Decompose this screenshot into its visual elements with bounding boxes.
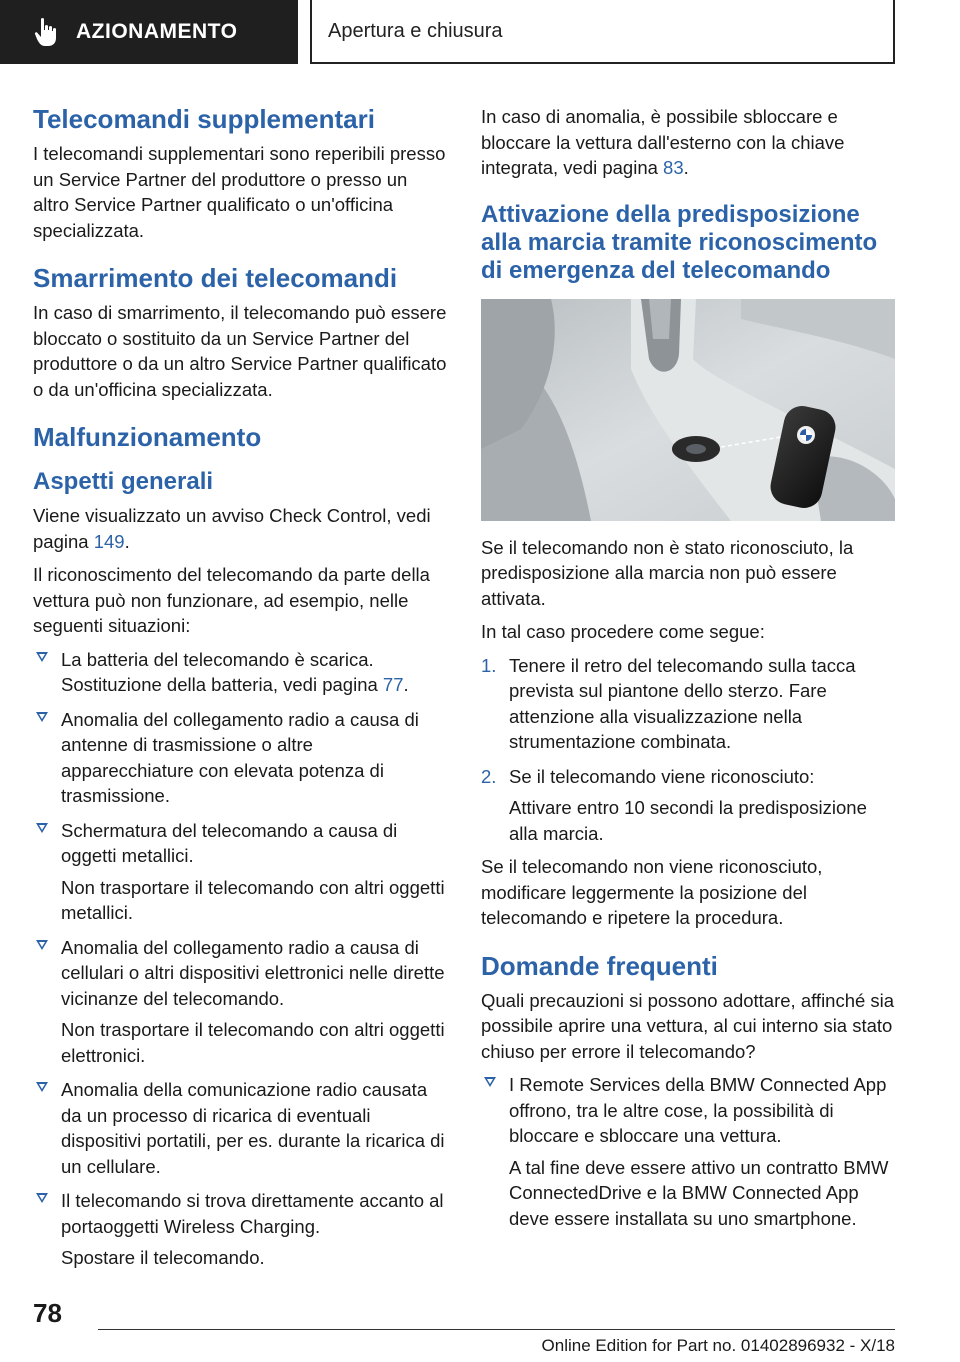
list-item-text: Il telecomando si trova direttamente accanto al portaoggetti Wireless Charging. <box>61 1190 444 1237</box>
list-item <box>33 1188 447 1271</box>
list-item <box>33 647 447 698</box>
chapter-box <box>310 0 895 64</box>
para-riconoscimento: Il riconoscimento del telecomando da parte della vettura può non funzionare, ad esempio, nelle seguenti situazioni: <box>33 564 430 636</box>
steering-column-key-photo <box>481 299 895 521</box>
step-number: 1. <box>481 654 497 676</box>
heading-aspetti-generali: Aspetti generali <box>33 468 214 495</box>
list-item-note: A tal fine deve essere attivo un contratto BMW ConnectedDrive e la BMW Connected App deve essere installata su uno smartphone. <box>509 1156 889 1229</box>
page-link-77[interactable]: 77 <box>382 674 404 695</box>
list-item-text <box>61 647 447 698</box>
triangle-bullet-icon <box>36 940 48 950</box>
section-tab <box>0 0 298 64</box>
para-anomalia-end: . <box>683 157 689 178</box>
list-item-text: Anomalia del collegamento radio a causa di antenne di trasmissione o altre apparecchiature con elevata potenza di trasmissione. <box>61 708 419 806</box>
triangle-bullet-icon <box>36 1193 48 1203</box>
heading-domande-frequenti: Domande frequenti <box>481 950 718 981</box>
list-item <box>33 818 447 926</box>
para-supplementari: I telecomandi supplementari sono reperibili presso un Service Partner del produttore o presso un altro Service Partner qualificato o un'officina specializzata. <box>33 143 446 241</box>
list-item-text: Se il telecomando viene riconosciuto: <box>509 765 815 787</box>
right-column <box>481 104 895 1231</box>
list-item <box>481 653 895 755</box>
para-check-control-text: Viene visualizzato un avviso Check Control, vedi pagina <box>33 505 431 552</box>
list-item-text-end: . <box>403 674 409 695</box>
list-item-text: Anomalia del collegamento radio a causa di cellulari o altri dispositivi elettronici nelle dirette vicinanze del telecomando. <box>61 936 445 1009</box>
section-label: AZIONAMENTO <box>76 20 238 43</box>
para-smarrimento: In caso di smarrimento, il telecomando può essere bloccato o sostituito da un Service Partner del produttore o da un altro Service Partner qualificato o da un'officina specializzata. <box>33 302 447 400</box>
list-item <box>33 1077 447 1179</box>
footer-edition: Online Edition for Part no. 01402896932 - X/18 <box>541 1336 895 1355</box>
list-item-note: Non trasportare il telecomando con altri oggetti metallici. <box>61 876 445 923</box>
list-item-note: Spostare il telecomando. <box>61 1247 265 1268</box>
page-number: 78 <box>33 1298 62 1328</box>
heading-attivazione: Attivazione della predisposizione alla marcia tramite riconoscimento di emergenza del telecomando <box>481 200 878 284</box>
list-item-text: Schermatura del telecomando a causa di oggetti metallici. <box>61 819 398 866</box>
triangle-bullet-icon <box>484 1077 496 1087</box>
page-header <box>0 0 960 64</box>
heading-telecomandi-supplementari: Telecomandi supplementari <box>33 104 375 134</box>
faq-list <box>481 1072 895 1231</box>
chapter-title: Apertura e chiusura <box>328 19 503 42</box>
triangle-bullet-icon <box>36 1082 48 1092</box>
para-anomalia-text: In caso di anomalia, è possibile sbloccare e bloccare la vettura dall'esterno con la chiave integrata, vedi pagina <box>481 106 845 178</box>
list-item-text-main: La batteria del telecomando è scarica. Sostituzione della batteria, vedi pagina <box>61 648 383 695</box>
para-procedere: In tal caso procedere come segue: <box>481 621 765 642</box>
para-non-riconosciuto: Se il telecomando non è stato riconosciuto, la predisposizione alla marcia non può essere attivata. <box>481 536 854 609</box>
list-item <box>481 764 895 847</box>
situations-list <box>33 647 447 1271</box>
para-anomalia <box>481 104 895 181</box>
list-item-text: I Remote Services della BMW Connected App offrono, tra le altre cose, la possibilità di bloccare e sbloccare una vettura. <box>509 1074 887 1146</box>
list-item-text: Tenere il retro del telecomando sulla tacca prevista sul piantone dello sterzo. Fare attenzione alla visualizzazione nella strumentazione combinata. <box>509 654 856 752</box>
steps-list <box>481 653 895 847</box>
list-item <box>33 707 447 809</box>
triangle-bullet-icon <box>36 823 48 833</box>
list-item-note: Non trasportare il telecomando con altri oggetti elettronici. <box>61 1019 445 1066</box>
footer-divider <box>98 1329 895 1330</box>
para-modificare: Se il telecomando non viene riconosciuto, modificare leggermente la posizione del telecomando e ripetere la procedura. <box>481 856 823 928</box>
list-item <box>33 935 447 1069</box>
hand-pointer-icon <box>34 17 60 47</box>
step-number: 2. <box>481 765 497 787</box>
para-check-control <box>33 503 447 554</box>
heading-smarrimento: Smarrimento dei telecomandi <box>33 263 398 293</box>
list-item-note: Attivare entro 10 secondi la predisposizione alla marcia. <box>509 797 867 844</box>
triangle-bullet-icon <box>36 652 48 662</box>
heading-malfunzionamento: Malfunzionamento <box>33 422 262 452</box>
para-check-control-end: . <box>124 530 130 552</box>
para-precauzioni: Quali precauzioni si possono adottare, affinché sia possibile aprire una vettura, al cui interno sia stato chiuso per errore il telecomando? <box>481 989 895 1062</box>
page-link-149[interactable]: 149 <box>93 530 125 552</box>
list-item-text: Anomalia della comunicazione radio causata da un processo di ricarica di eventuali dispositivi portatili, per es. durante la ricarica di un cellulare. <box>61 1079 445 1177</box>
list-item <box>481 1072 895 1231</box>
left-column <box>33 104 447 1271</box>
triangle-bullet-icon <box>36 712 48 722</box>
page-link-83[interactable]: 83 <box>663 157 684 178</box>
